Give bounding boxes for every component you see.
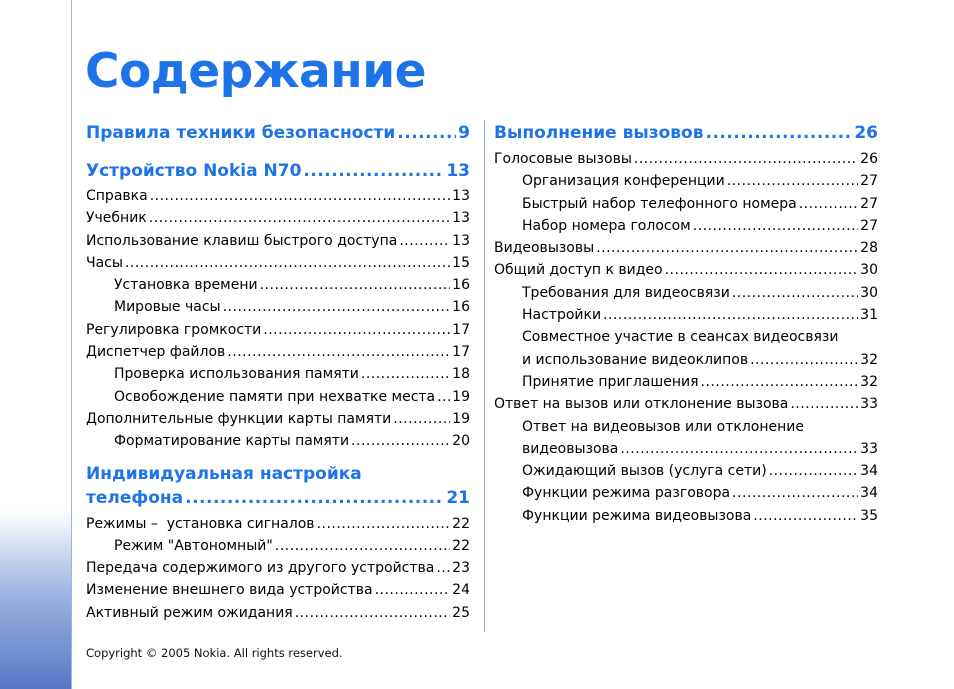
page-title: Содержание [85, 44, 427, 99]
toc-subitem[interactable]: Установка времени ..... 16 [86, 274, 470, 296]
toc-subitem[interactable]: Требования для видеосвязи ..... 30 [494, 282, 878, 304]
toc-section-calls[interactable] [494, 121, 878, 145]
toc-subitem[interactable]: Функции режима видеовызова ..... 35 [494, 505, 878, 527]
toc-section-label: Индивидуальная настройка [86, 463, 362, 484]
toc-section-label: Правила техники безопасности [86, 123, 396, 143]
toc-item[interactable]: Общий доступ к видео ..... 30 [494, 259, 878, 281]
toc-item[interactable]: Регулировка громкости ..... 17 [86, 319, 470, 341]
toc-section-personalization[interactable] [86, 462, 470, 510]
toc-subitem[interactable]: Освобождение памяти при нехватке места ..... 19 [86, 386, 470, 408]
toc-section-device[interactable] [86, 159, 470, 183]
toc-subitem[interactable]: Функции режима разговора ..... 34 [494, 482, 878, 504]
toc-section-label: Устройство Nokia N70 [86, 161, 302, 181]
toc-subitem[interactable]: Настройки ..... 31 [494, 304, 878, 326]
toc-subitem[interactable]: Ответ на видеовызов или отклонение видеовызова ..... 33 [494, 416, 878, 461]
toc-item[interactable]: Видеовызовы ..... 28 [494, 237, 878, 259]
toc-item[interactable]: Использование клавиш быстрого доступа ..... 13 [86, 230, 470, 252]
copyright-notice: Copyright © 2005 Nokia. All rights reserved. [86, 646, 343, 660]
sidebar-gradient [0, 0, 72, 689]
toc-subitem[interactable]: Организация конференции ..... 27 [494, 170, 878, 192]
toc-section-page: 9 [458, 123, 470, 143]
toc-item[interactable]: Активный режим ожидания ..... 25 [86, 602, 470, 624]
toc-section-label: телефона [86, 487, 184, 508]
toc-section-safety[interactable] [86, 121, 470, 145]
toc-section-label: Выполнение вызовов [494, 123, 704, 143]
toc-subitem[interactable]: Проверка использования памяти ..... 18 [86, 363, 470, 385]
toc-item[interactable]: Голосовые вызовы ..... 26 [494, 148, 878, 170]
toc-item[interactable]: Часы ..... 15 [86, 252, 470, 274]
toc-item[interactable]: Справка ..... 13 [86, 185, 470, 207]
toc-item[interactable]: Режимы – установка сигналов ..... 22 [86, 513, 470, 535]
toc-subitem[interactable]: Мировые часы ..... 16 [86, 296, 470, 318]
toc-subitem[interactable]: Режим "Автономный" ..... 22 [86, 535, 470, 557]
toc-subitem[interactable]: Совместное участие в сеансах видеосвязи и использование видеоклипов ..... 32 [494, 326, 878, 371]
toc-section-page: 21 [446, 487, 470, 508]
column-divider [484, 120, 485, 632]
toc-subitem[interactable]: Форматирование карты памяти ..... 20 [86, 430, 470, 452]
toc-subitem[interactable]: Принятие приглашения ..... 32 [494, 371, 878, 393]
toc-subitem[interactable]: Набор номера голосом ..... 27 [494, 215, 878, 237]
toc-subitem[interactable]: Быстрый набор телефонного номера ..... 27 [494, 193, 878, 215]
toc-right-column [494, 120, 878, 527]
toc-item[interactable]: Диспетчер файлов ..... 17 [86, 341, 470, 363]
toc-left-column [86, 120, 470, 624]
sidebar-rule [71, 0, 72, 689]
toc-item[interactable]: Дополнительные функции карты памяти ..... 19 [86, 408, 470, 430]
toc-section-page: 13 [446, 161, 470, 181]
toc-section-page: 26 [854, 123, 878, 143]
toc-item[interactable]: Изменение внешнего вида устройства ..... 24 [86, 579, 470, 601]
toc-item[interactable]: Передача содержимого из другого устройства ..... 23 [86, 557, 470, 579]
toc-item[interactable]: Ответ на вызов или отклонение вызова ..... 33 [494, 393, 878, 415]
toc-item[interactable]: Учебник ..... 13 [86, 207, 470, 229]
toc-subitem[interactable]: Ожидающий вызов (услуга сети) ..... 34 [494, 460, 878, 482]
